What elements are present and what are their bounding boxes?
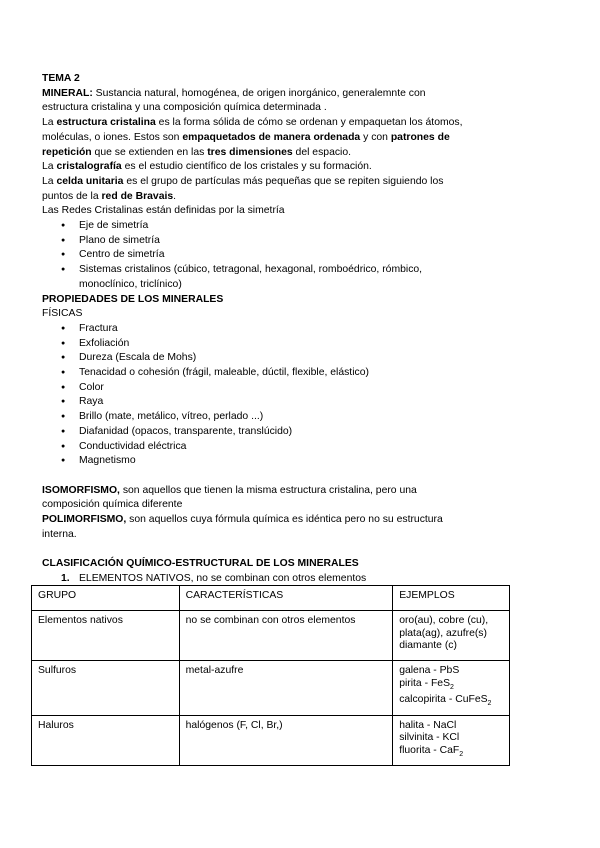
list-item: ● Brillo (mate, metálico, vítreo, perlado ...): [42, 410, 472, 425]
example-line: [399, 678, 503, 695]
list-item: ● Tenacidad o cohesión (frágil, maleable, dúctil, flexible, elástico): [42, 366, 472, 381]
list-item: ● Color: [42, 381, 472, 396]
polimorfismo-paragraph: [42, 513, 472, 542]
list-item: ● Magnetismo: [42, 454, 472, 469]
example-line: [399, 732, 503, 745]
clasificacion-heading: CLASIFICACIÓN QUÍMICO-ESTRUCTURAL DE LOS MINERALES: [42, 558, 359, 570]
example-line: [399, 720, 503, 733]
isomorfismo-paragraph: [42, 484, 472, 513]
example-text: pirita - FeS: [399, 677, 450, 689]
celda-bold-2: red de Bravais: [101, 190, 174, 202]
cell-grupo: Elementos nativos: [32, 611, 180, 661]
document-body: [42, 72, 472, 587]
list-item: ● Exfoliación: [42, 337, 472, 352]
cell-ejemplos: [393, 661, 510, 716]
estructura-mid-2: y con: [360, 131, 391, 143]
cell-grupo: Haluros: [32, 715, 180, 766]
example-text: galena - PbS: [399, 665, 460, 676]
cell-caracteristicas: no se combinan con otros elementos: [179, 611, 393, 661]
item-number: 1.: [61, 572, 70, 584]
example-line: oro(au), cobre (cu),: [399, 615, 489, 626]
mineral-text: Sustancia natural, homogénea, de origen inorgánico, generalemnte con estructura cristalina y una composición química determinada .: [42, 87, 426, 114]
estructura-mid-3: que se extienden en las: [91, 146, 208, 158]
example-line: [399, 665, 503, 678]
header-grupo: GRUPO: [32, 586, 180, 611]
mineral-definition: [42, 87, 472, 116]
isomorfismo-text: son aquellos que tienen la misma estructura cristalina, pero una composición química diferente: [42, 484, 417, 511]
list-item: ● Dureza (Escala de Mohs): [42, 351, 472, 366]
table-header-row: [32, 586, 510, 611]
example-text: silvinita - KCl: [399, 732, 460, 744]
celda-post: .: [173, 190, 177, 202]
fisicas-label: FÍSICAS: [42, 308, 83, 320]
estructura-bold-4: tres dimensiones: [207, 146, 293, 158]
list-item: ● Conductividad eléctrica: [42, 440, 472, 455]
table-row: [32, 715, 510, 766]
estructura-bold-3: patrones de repetición: [42, 131, 450, 158]
list-item: ● Sistemas cristalinos (cúbico, tetragonal, hexagonal, romboédrico, rómbico, monoclínico, triclínico): [42, 263, 472, 292]
list-item: ● Raya: [42, 395, 472, 410]
example-line: diamante (c): [399, 640, 457, 651]
table-row: [32, 661, 510, 716]
table-row: [32, 611, 510, 661]
simetria-list: [42, 219, 472, 293]
mineral-label: MINERAL:: [42, 87, 93, 99]
header-ejemplos: EJEMPLOS: [393, 586, 510, 611]
cell-ejemplos: [393, 715, 510, 766]
celda-bold-1: celda unitaria: [56, 175, 124, 187]
propiedades-heading: PROPIEDADES DE LOS MINERALES: [42, 293, 224, 305]
celda-pre: La: [42, 175, 57, 187]
example-line: plata(ag), azufre(s): [399, 627, 487, 639]
list-item: ● Fractura: [42, 322, 472, 337]
cristalografia-post: es el estudio científico de los cristales y su formación.: [121, 161, 372, 173]
example-line: [399, 694, 503, 711]
item-text: ELEMENTOS NATIVOS, no se combinan con otros elementos: [79, 572, 367, 584]
redes-intro: Las Redes Cristalinas están definidas por la simetría: [42, 205, 285, 217]
example-text: fluorita - CaF: [399, 744, 460, 756]
estructura-pre: La: [42, 117, 57, 129]
cristalografia-paragraph: [42, 160, 472, 175]
subscript: 2: [459, 750, 464, 758]
polimorfismo-text: son aquellos cuya fórmula química es idéntica pero no su estructura interna.: [42, 514, 443, 540]
estructura-post: del espacio.: [292, 146, 352, 158]
polimorfismo-label: POLIMORFISMO,: [42, 514, 127, 526]
classification-table: [31, 585, 510, 766]
example-line: [399, 745, 503, 762]
header-caracteristicas: CARACTERÍSTICAS: [179, 586, 393, 611]
estructura-paragraph: [42, 116, 472, 160]
example-text: calcopirita - CuFeS: [399, 694, 488, 706]
cell-grupo: Sulfuros: [32, 661, 180, 716]
fisicas-list: [42, 322, 472, 469]
estructura-mid-1: es la forma sólida de cómo se ordenan y empaquetan los átomos, moléculas, o iones. Estos son: [42, 117, 463, 143]
subscript: 2: [487, 700, 492, 708]
page-title: TEMA 2: [42, 73, 80, 84]
spacer: [42, 469, 472, 484]
list-item: ● Centro de simetría: [42, 248, 472, 263]
estructura-bold-1: estructura cristalina: [56, 117, 156, 129]
isomorfismo-label: ISOMORFISMO,: [42, 484, 120, 496]
list-item: ● Diafanidad (opacos, transparente, translúcido): [42, 425, 472, 440]
cell-caracteristicas: metal-azufre: [179, 661, 393, 716]
list-item: ● Eje de simetría: [42, 219, 472, 234]
example-text: halita - NaCl: [399, 719, 457, 731]
spacer: [42, 542, 472, 557]
list-item: ● Plano de simetría: [42, 234, 472, 249]
celda-paragraph: [42, 175, 472, 204]
cell-caracteristicas: halógenos (F, Cl, Br,): [179, 715, 393, 766]
cristalografia-pre: La: [42, 161, 57, 173]
estructura-bold-2: empaquetados de manera ordenada: [182, 131, 361, 143]
cell-ejemplos: [393, 611, 510, 661]
cristalografia-bold: cristalografía: [56, 161, 122, 173]
celda-mid: es el grupo de partículas más pequeñas que se repiten siguiendo los puntos de la: [42, 175, 444, 202]
subscript: 2: [450, 683, 454, 691]
